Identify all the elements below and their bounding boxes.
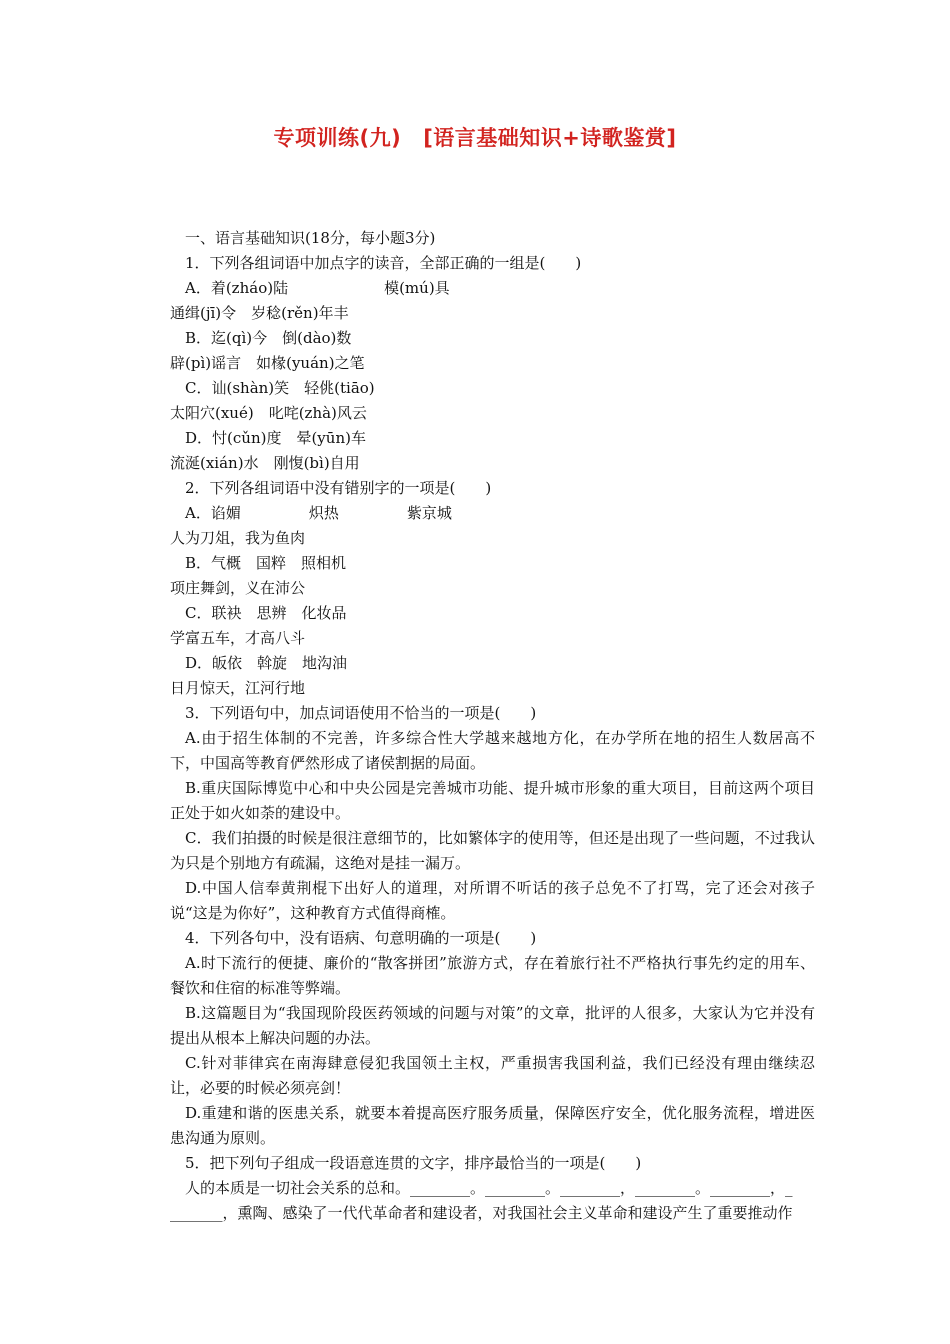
q5-passage-line2: _______，熏陶、感染了一代代革命者和建设者，对我国社会主义革命和建设产生了重要推动作 bbox=[170, 1204, 793, 1222]
question-4-stem: 4．下列各句中，没有语病、句意明确的一项是( ) bbox=[185, 929, 537, 947]
question-5-stem: 5．把下列句子组成一段语意连贯的文字，排序最恰当的一项是( ) bbox=[185, 1154, 642, 1172]
q1-option-a-line2: 通缉(jī)令 岁稔(rěn)年丰 bbox=[170, 304, 349, 322]
q1-option-c-line1: C．讪(shàn)笑 轻佻(tiāo) bbox=[185, 379, 375, 397]
q2-option-a-line1 bbox=[170, 501, 815, 526]
q4-option-d: D.重建和谐的医患关系，就要本着提高医疗服务质量，保障医疗安全，优化服务流程，增进医患沟通为原则。 bbox=[170, 1104, 815, 1147]
q4-option-b: B.这篇题目为“我国现阶段医药领域的问题与对策”的文章，批评的人很多，大家认为它并没有提出从根本上解决问题的办法。 bbox=[170, 1004, 815, 1047]
q1-option-b-line1: B．迄(qì)今 倒(dào)数 bbox=[185, 329, 352, 347]
q2-option-d-line1: D．皈依 斡旋 地沟油 bbox=[185, 654, 348, 672]
q2-a-part3: 紫京城 bbox=[406, 504, 452, 522]
q2-a-part1: A．谄媚 bbox=[185, 504, 241, 522]
q2-option-c-line1: C．联袂 思辨 化妆品 bbox=[185, 604, 347, 622]
q2-option-b-line2: 项庄舞剑，义在沛公 bbox=[170, 579, 306, 597]
q3-option-c: C．我们拍摄的时候是很注意细节的，比如繁体字的使用等，但还是出现了一些问题，不过我认为只是个别地方有疏漏，这绝对是挂一漏万。 bbox=[170, 829, 815, 872]
q3-option-b: B.重庆国际博览中心和中央公园是完善城市功能、提升城市形象的重大项目，目前这两个项目正处于如火如荼的建设中。 bbox=[170, 779, 815, 822]
q3-option-d: D.中国人信奉黄荆棍下出好人的道理，对所谓不听话的孩子总免不了打骂，完了还会对孩子说“这是为你好”，这种教育方式值得商榷。 bbox=[170, 879, 815, 922]
q2-option-c-line2: 学富五车，才高八斗 bbox=[170, 629, 306, 647]
question-2-stem: 2．下列各组词语中没有错别字的一项是( ) bbox=[185, 479, 492, 497]
q1-option-d-line2: 流涎(xián)水 刚愎(bì)自用 bbox=[170, 454, 360, 472]
exercise-content bbox=[170, 226, 815, 1226]
q1-option-a-line1 bbox=[170, 276, 815, 301]
title-main: 专项训练(九) bbox=[273, 126, 402, 150]
section-heading: 一、语言基础知识(18分，每小题3分) bbox=[185, 229, 436, 247]
q2-option-b-line1: B．气概 国粹 照相机 bbox=[185, 554, 347, 572]
q5-passage-line1: 人的本质是一切社会关系的总和。________。________。________，________。________，_ bbox=[185, 1179, 793, 1197]
page-title bbox=[0, 122, 950, 152]
question-1-stem: 1．下列各组词语中加点字的读音，全部正确的一组是( ) bbox=[185, 254, 582, 272]
q4-option-c: C.针对菲律宾在南海肆意侵犯我国领土主权，严重损害我国利益，我们已经没有理由继续忍让，必要的时候必须亮剑！ bbox=[170, 1054, 815, 1097]
question-3-stem: 3．下列语句中，加点词语使用不恰当的一项是( ) bbox=[185, 704, 537, 722]
q1-option-c-line2: 太阳穴(xué) 叱咤(zhà)风云 bbox=[170, 404, 367, 422]
q1-a-part1: A．着(zháo)陆 bbox=[185, 279, 289, 297]
q3-option-a: A.由于招生体制的不完善，许多综合性大学越来越地方化，在办学所在地的招生人数居高不下，中国高等教育俨然形成了诸侯割据的局面。 bbox=[170, 729, 815, 772]
title-sub: [语言基础知识+诗歌鉴赏] bbox=[423, 126, 677, 150]
q4-option-a: A.时下流行的便捷、廉价的“散客拼团”旅游方式，存在着旅行社不严格执行事先约定的用车、餐饮和住宿的标准等弊端。 bbox=[170, 954, 815, 997]
q1-a-part2: 模(mú)具 bbox=[384, 279, 450, 297]
q1-option-d-line1: D．忖(cǔn)度 晕(yūn)车 bbox=[185, 429, 366, 447]
q1-option-b-line2: 辟(pì)谣言 如椽(yuán)之笔 bbox=[170, 354, 365, 372]
q2-option-d-line2: 日月惊天，江河行地 bbox=[170, 679, 306, 697]
q2-a-part2: 炽热 bbox=[308, 504, 339, 522]
q2-option-a-line2: 人为刀俎，我为鱼肉 bbox=[170, 529, 306, 547]
